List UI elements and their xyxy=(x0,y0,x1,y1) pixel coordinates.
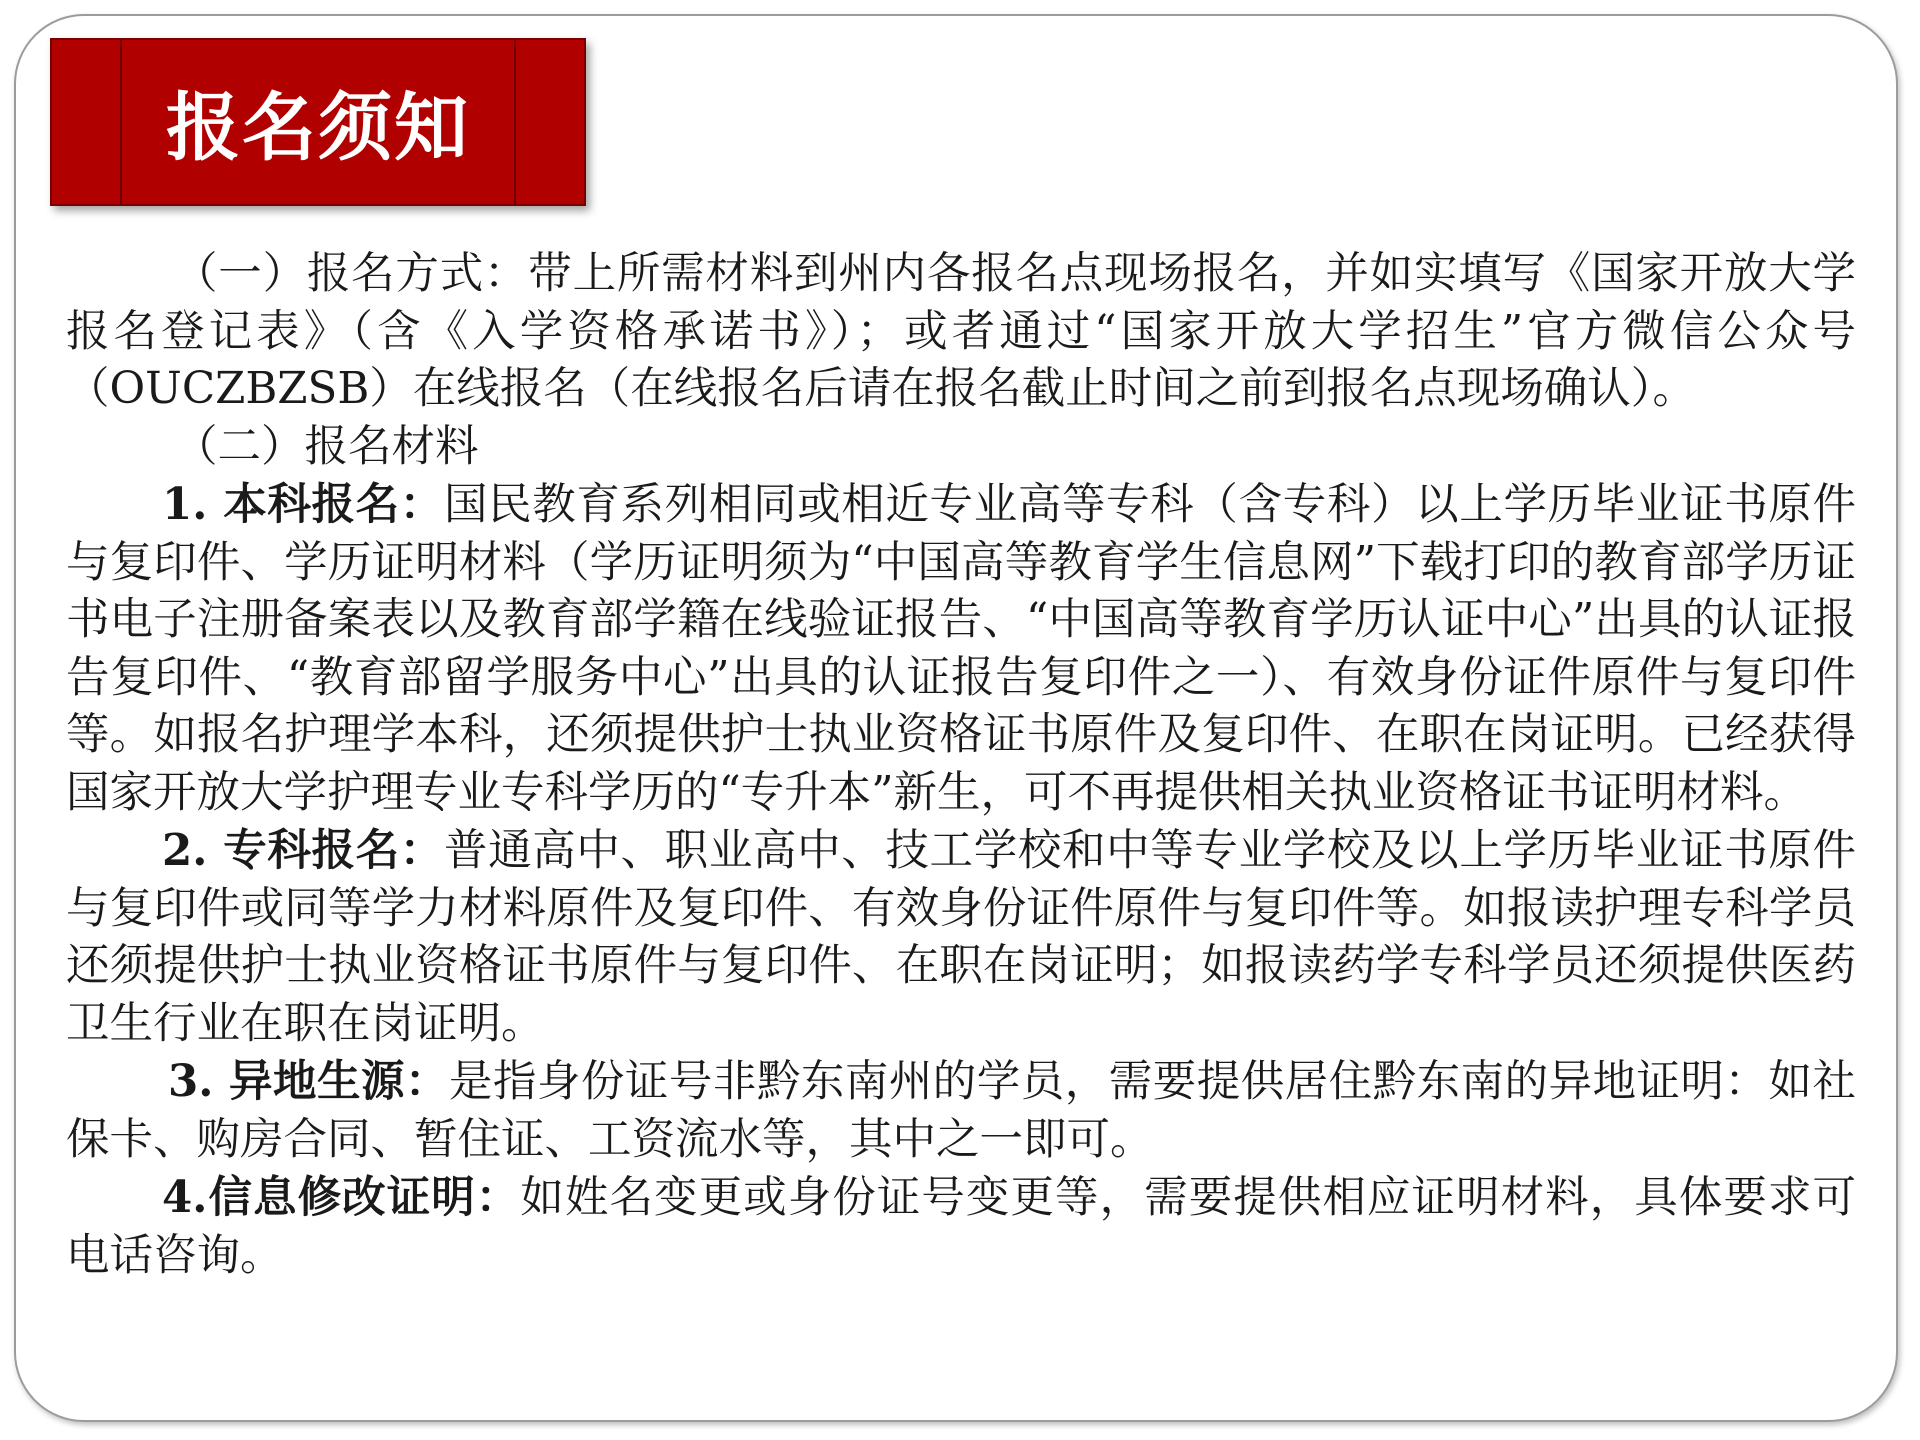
item-associate-text: 普通高中、职业高中、技工学校和中等专业学校及以上学历毕业证书原件与复印件或同等学力材料原件及复印件、有效身份证件原件与复印件等。如报读护理专科学员还须提供护士执业资格证书原件与复印件、在职在岗证明；如报读药学专科学员还须提供医药卫生行业在职在岗证明。 xyxy=(66,826,1856,1049)
title-banner xyxy=(50,38,586,206)
item-nonlocal-text: 是指身份证号非黔东南州的学员，需要提供居住黔东南的异地证明：如社保卡、购房合同、暂住证、工资流水等，其中之一即可。 xyxy=(66,1057,1856,1165)
item-associate-label: 2. 专科报名： xyxy=(162,825,444,876)
item-info-change xyxy=(66,1169,1856,1285)
item-associate xyxy=(66,822,1856,1053)
section-materials-heading: （二）报名材料 xyxy=(174,421,479,472)
item-info-change-label: 4.信息修改证明： xyxy=(162,1172,521,1223)
item-bachelor-text: 国民教育系列相同或相近专业高等专科（含专科）以上学历毕业证书原件与复印件、学历证明材料（学历证明须为“中国高等教育学生信息网”下载打印的教育部学历证书电子注册备案表以及教育部学籍在线验证报告、“中国高等教育学历认证中心”出具的认证报告复印件、“教育部留学服务中心”出具的认证报告复印件之一）、有效身份证件原件与复印件等。如报名护理学本科，还须提供护士执业资格证书原件及复印件、在职在岗证明。已经获得国家开放大学护理专业专科学历的“专升本”新生，可不再提供相关执业资格证书证明材料。 xyxy=(66,480,1856,818)
notice-content xyxy=(66,246,1856,1285)
item-bachelor xyxy=(66,476,1856,822)
item-nonlocal xyxy=(66,1053,1856,1169)
item-bachelor-label: 1. 本科报名： xyxy=(162,479,444,530)
section-method-text: 带上所需材料到州内各报名点现场报名，并如实填写《国家开放大学报名登记表》（含《入学资格承诺书》）；或者通过“国家开放大学招生”官方微信公众号（OUCZBZSB）在线报名（在线报名后请在报名截止时间之前到报名点现场确认）。 xyxy=(66,249,1857,414)
item-nonlocal-label: 3. 异地生源： xyxy=(168,1056,449,1107)
item-info-change-text: 如姓名变更或身份证号变更等，需要提供相应证明材料，具体要求可电话咨询。 xyxy=(66,1173,1857,1281)
page-title: 报名须知 xyxy=(166,85,470,171)
section-method xyxy=(66,246,1856,419)
section-method-heading: （一）报名方式： xyxy=(174,249,529,299)
